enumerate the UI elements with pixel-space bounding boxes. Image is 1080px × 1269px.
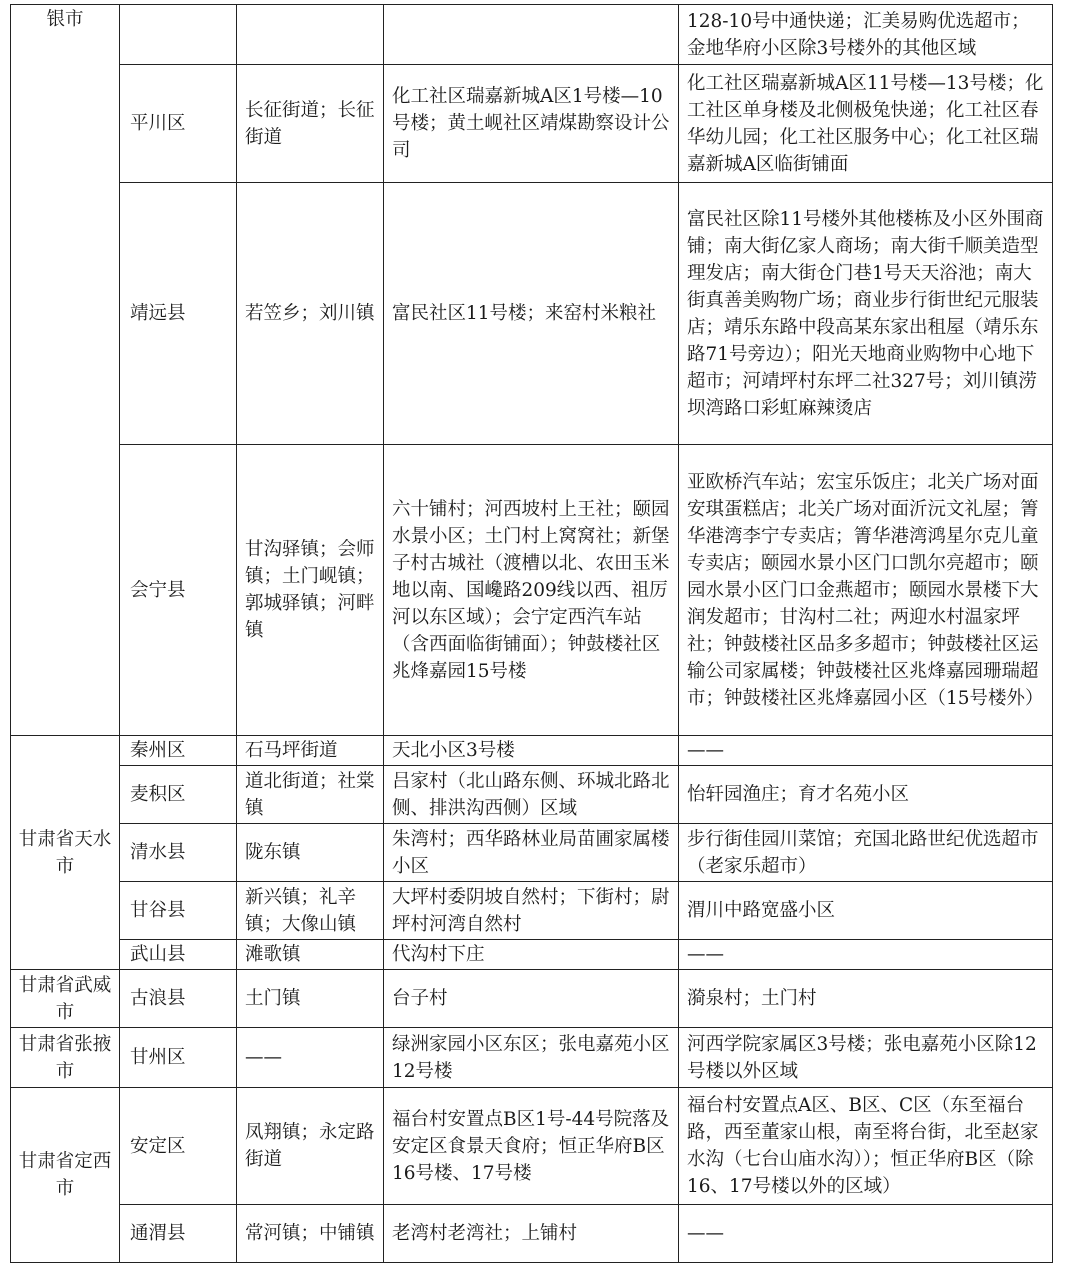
table-row	[11, 183, 1053, 445]
town-cell: 土门镇	[237, 970, 384, 1028]
table-row	[11, 65, 1053, 183]
town-cell: 长征街道；长征街道	[237, 65, 384, 183]
town-cell: 道北街道；社棠镇	[237, 766, 384, 824]
city-cell: 甘肃省定西市	[11, 1088, 120, 1263]
high-risk-cell: 吕家村（北山路东侧、环城北路北侧、排洪沟西侧）区域	[384, 766, 679, 824]
high-risk-cell: 代沟村下庄	[384, 940, 679, 970]
county-cell: 武山县	[120, 940, 237, 970]
medium-risk-cell: 步行街佳园川菜馆；充国北路世纪优选超市（老家乐超市）	[679, 824, 1053, 882]
high-risk-cell: 绿洲家园小区东区；张电嘉苑小区12号楼	[384, 1028, 679, 1088]
high-risk-cell: 朱湾村；西华路林业局苗圃家属楼小区	[384, 824, 679, 882]
table-row	[11, 736, 1053, 766]
county-cell: 平川区	[120, 65, 237, 183]
medium-risk-cell: ——	[679, 1205, 1053, 1263]
county-cell: 秦州区	[120, 736, 237, 766]
town-cell: 陇东镇	[237, 824, 384, 882]
county-cell: 麦积区	[120, 766, 237, 824]
medium-risk-cell: 怡轩园渔庄；育才名苑小区	[679, 766, 1053, 824]
city-cell: 甘肃省天水市	[11, 736, 120, 970]
city-cell: 甘肃省张掖市	[11, 1028, 120, 1088]
table-row	[11, 1088, 1053, 1205]
table-row	[11, 766, 1053, 824]
county-cell: 清水县	[120, 824, 237, 882]
table-row	[11, 882, 1053, 940]
high-risk-cell: 福台村安置点B区1号-44号院落及安定区食景天食府；恒正华府B区16号楼、17号楼	[384, 1088, 679, 1205]
high-risk-cell	[384, 5, 679, 65]
county-cell: 安定区	[120, 1088, 237, 1205]
town-cell: 若笠乡；刘川镇	[237, 183, 384, 445]
high-risk-cell: 六十铺村；河西坡村上王社；颐园水景小区；土门村上窝窝社；新堡子村古城社（渡槽以北、农田玉米地以南、国巉路209线以西、祖厉河以东区域）；会宁定西汽车站（含西面临街铺面）；钟鼓楼社区兆烽嘉园15号楼	[384, 445, 679, 736]
table-row	[11, 445, 1053, 736]
medium-risk-cell: 亚欧桥汽车站；宏宝乐饭庄；北关广场对面安琪蛋糕店；北关广场对面沂沅文礼屋；箐华港湾李宁专卖店；箐华港湾鸿星尔克儿童专卖店；颐园水景小区门口凯尔亮超市；颐园水景小区门口金燕超市；颐园水景楼下大润发超市；甘沟村二社；两迎水村温家坪社；钟鼓楼社区品多多超市；钟鼓楼社区运输公司家属楼；钟鼓楼社区兆烽嘉园珊瑞超市；钟鼓楼社区兆烽嘉园小区（15号楼外）	[679, 445, 1053, 736]
medium-risk-cell: 河西学院家属区3号楼；张电嘉苑小区除12号楼以外区域	[679, 1028, 1053, 1088]
county-cell: 古浪县	[120, 970, 237, 1028]
county-cell: 甘谷县	[120, 882, 237, 940]
medium-risk-cell: 渭川中路宽盛小区	[679, 882, 1053, 940]
town-cell: ——	[237, 1028, 384, 1088]
high-risk-cell: 老湾村老湾社；上铺村	[384, 1205, 679, 1263]
medium-risk-cell: ——	[679, 940, 1053, 970]
town-cell: 新兴镇；礼辛镇；大像山镇	[237, 882, 384, 940]
table-row	[11, 970, 1053, 1028]
town-cell: 常河镇；中铺镇	[237, 1205, 384, 1263]
risk-area-table	[10, 4, 1053, 1263]
town-cell: 滩歌镇	[237, 940, 384, 970]
medium-risk-cell: 富民社区除11号楼外其他楼栋及小区外围商铺；南大街亿家人商场；南大街千顺美造型理发店；南大街仓门巷1号天天浴池；南大街真善美购物广场；商业步行街世纪元服装店；靖乐东路中段高某东家出租屋（靖乐东路71号旁边）；阳光天地商业购物中心地下超市；河靖坪村东坪二社327号；刘川镇涝坝湾路口彩虹麻辣烫店	[679, 183, 1053, 445]
table-row	[11, 1205, 1053, 1263]
high-risk-cell: 大坪村委阴坡自然村；下街村；尉坪村河湾自然村	[384, 882, 679, 940]
medium-risk-cell: 漪泉村；土门村	[679, 970, 1053, 1028]
city-cell: 甘肃省武威市	[11, 970, 120, 1028]
county-cell: 靖远县	[120, 183, 237, 445]
county-cell	[120, 5, 237, 65]
county-cell: 会宁县	[120, 445, 237, 736]
medium-risk-cell: 128-10号中通快递；汇美易购优选超市；金地华府小区除3号楼外的其他区域	[679, 5, 1053, 65]
town-cell: 凤翔镇；永定路街道	[237, 1088, 384, 1205]
table-row	[11, 824, 1053, 882]
table-row	[11, 5, 1053, 65]
town-cell	[237, 5, 384, 65]
medium-risk-cell: 化工社区瑞嘉新城A区11号楼—13号楼；化工社区单身楼及北侧极兔快递；化工社区春华幼儿园；化工社区服务中心；化工社区瑞嘉新城A区临街铺面	[679, 65, 1053, 183]
high-risk-cell: 富民社区11号楼；来窑村米粮社	[384, 183, 679, 445]
table-row	[11, 1028, 1053, 1088]
county-cell: 通渭县	[120, 1205, 237, 1263]
high-risk-cell: 天北小区3号楼	[384, 736, 679, 766]
high-risk-cell: 化工社区瑞嘉新城A区1号楼—10号楼；黄土岘社区靖煤勘察设计公司	[384, 65, 679, 183]
city-cell: 银市	[11, 5, 120, 736]
table-row	[11, 940, 1053, 970]
medium-risk-cell: 福台村安置点A区、B区、C区（东至福台路，西至董家山根，南至将台街，北至赵家水沟（七台山庙水沟））；恒正华府B区（除16、17号楼以外的区域）	[679, 1088, 1053, 1205]
town-cell: 石马坪街道	[237, 736, 384, 766]
county-cell: 甘州区	[120, 1028, 237, 1088]
high-risk-cell: 台子村	[384, 970, 679, 1028]
medium-risk-cell: ——	[679, 736, 1053, 766]
town-cell: 甘沟驿镇；会师镇；土门岘镇；郭城驿镇；河畔镇	[237, 445, 384, 736]
